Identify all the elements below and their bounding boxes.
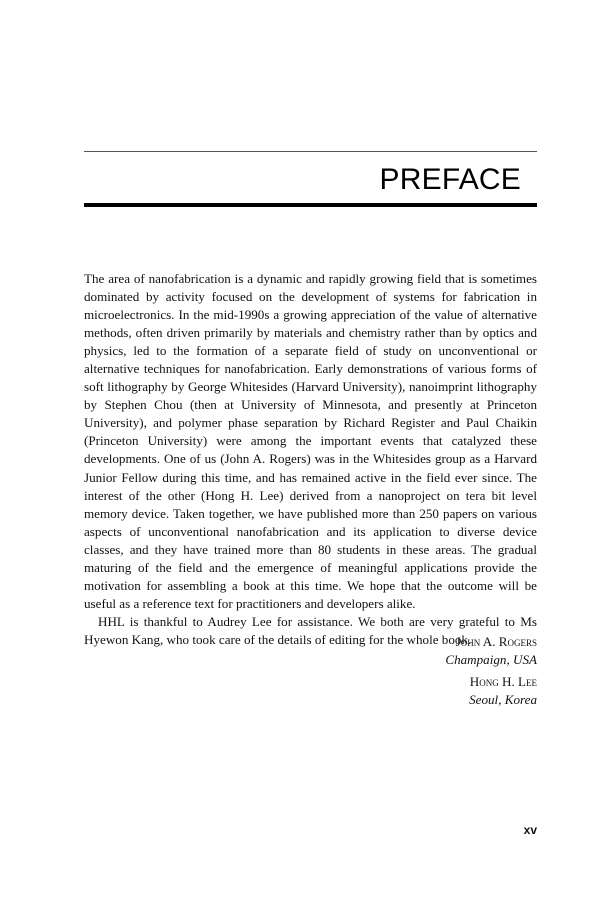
signature-block — [287, 633, 537, 669]
author-name: John A. Rogers — [455, 634, 537, 649]
paragraph: HHL is thankful to Audrey Lee for assistance. We both are very grateful to Ms Hyewon Kang, who took care of the details of editing for the whole book. — [84, 613, 537, 647]
header-rule-thick — [84, 203, 537, 207]
header-rule-thin — [84, 151, 537, 152]
paragraph: The area of nanofabrication is a dynamic and rapidly growing field that is sometimes dominated by activity focused on the development of systems for fabrication in microelectronics. In the mid-1990s a growing appreciation of the value of alternative methods, often driven primarily by materials and chemistry rather than by optics and physics, led to the formation of a separate field of study on unconventional or alternative techniques for nanofabrication. Early demonstrations of various forms of soft lithography by George Whitesides (Harvard University), nanoimprint lithography by Stephen Chou (then at University of Minnesota, and presently at Princeton University), and polymer phase separation by Richard Register and Paul Chaikin (Princeton University) were among the important events that catalyzed these developments. One of us (John A. Rogers) was in the Whitesides group as a Harvard Junior Fellow during this time, and has remained active in the field ever since. The interest of the other (Hong H. Lee) derived from a nanoproject on tera bit level memory device. Taken together, we have published more than 250 papers on various aspects of unconventional nanofabrication and its application to diverse device classes, and they have trained more than 80 students in these areas. The gradual maturing of the field and the emergence of meaningful applications provide the motivation for assembling a book at this time. We hope that the outcome will be useful as a reference text for practitioners and developers alike. — [84, 271, 537, 611]
author-location: Seoul, Korea — [469, 692, 537, 707]
author-location: Champaign, USA — [445, 652, 537, 667]
chapter-title: PREFACE — [379, 163, 521, 196]
signature-block — [287, 673, 537, 709]
preface-body — [84, 270, 537, 649]
page-number: xv — [523, 823, 537, 837]
author-name: Hong H. Lee — [469, 674, 537, 689]
